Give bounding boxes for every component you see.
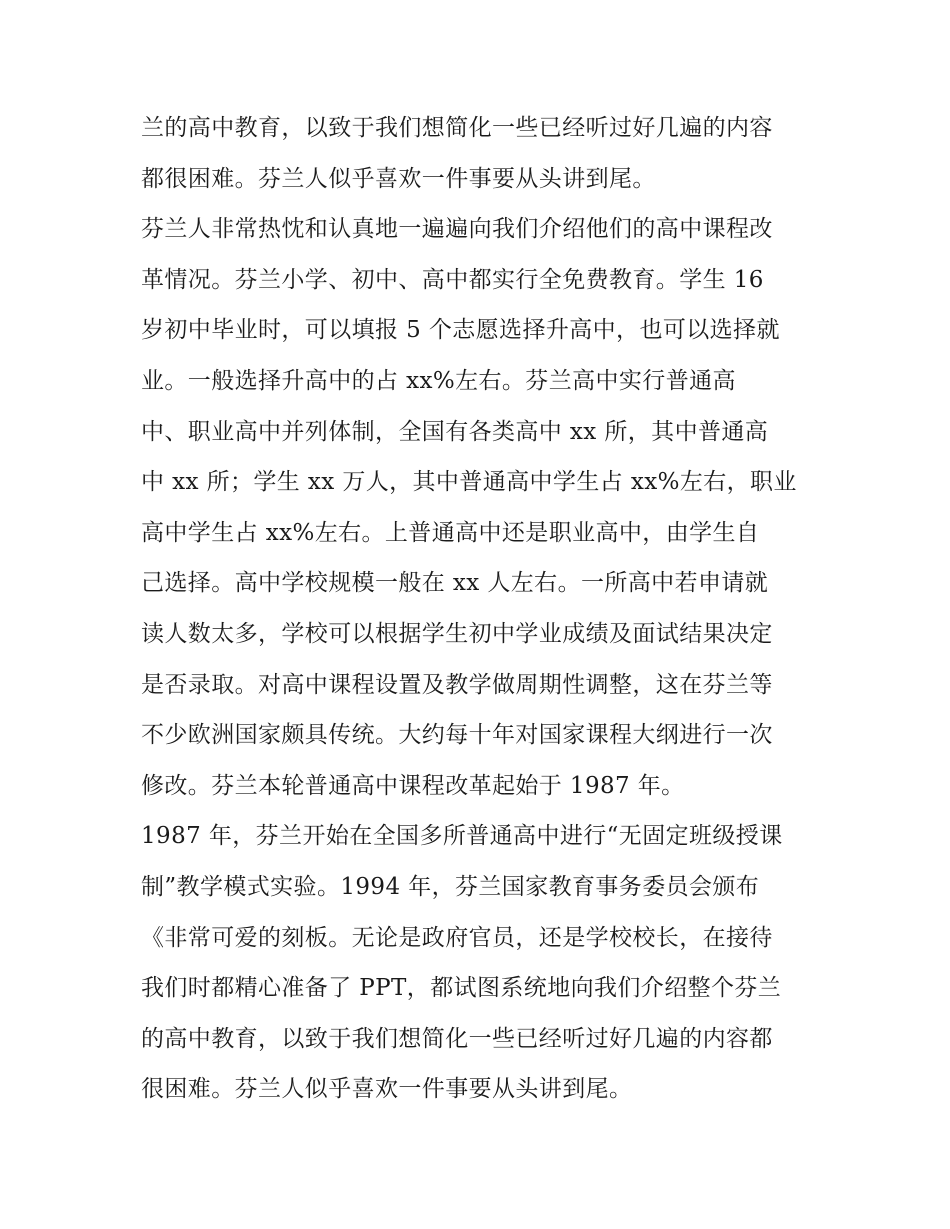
text-line: 1987 年，芬兰开始在全国多所普通高中进行“无固定班级授课 [141,823,783,850]
text-line: 高中学生占 xx%左右。上普通高中还是职业高中，由学生自 [141,519,760,546]
text-line: 都很困难。芬兰人似乎喜欢一件事要从头讲到尾。 [141,165,656,192]
text-line: 革情况。芬兰小学、初中、高中都实行全免费教育。学生 16 [141,266,764,293]
text-line: 岁初中毕业时，可以填报 5 个志愿选择升高中，也可以选择就 [141,317,780,344]
text-line: 中 xx 所；学生 xx 万人，其中普通高中学生占 xx%左右，职业 [141,469,797,496]
text-line: 不少欧洲国家颇具传统。大约每十年对国家课程大纲进行一次 [141,722,773,749]
text-line: 修改。芬兰本轮普通高中课程改革起始于 1987 年。 [141,772,685,799]
text-line: 己选择。高中学校规模一般在 xx 人左右。一所高中若申请就 [141,570,769,597]
text-line: 制”教学模式实验。1994 年，芬兰国家教育事务委员会颁布 [141,873,760,900]
text-line: 读人数太多，学校可以根据学生初中学业成绩及面试结果决定 [141,620,773,647]
text-line: 是否录取。对高中课程设置及教学做周期性调整，这在芬兰等 [141,671,773,698]
text-line: 的高中教育，以致于我们想简化一些已经听过好几遍的内容都 [141,1025,773,1052]
text-line: 很困难。芬兰人似乎喜欢一件事要从头讲到尾。 [141,1076,633,1103]
body-text [141,103,831,1115]
text-line: 业。一般选择升高中的占 xx%左右。芬兰高中实行普通高 [141,367,736,394]
text-line: 芬兰人非常热忱和认真地一遍遍向我们介绍他们的高中课程改 [141,216,773,243]
text-line: 兰的高中教育，以致于我们想简化一些已经听过好几遍的内容 [141,115,773,141]
text-line: 我们时都精心准备了 PPT，都试图系统地向我们介绍整个芬兰 [141,975,782,1002]
text-line: 中、职业高中并列体制，全国有各类高中 xx 所，其中普通高 [141,418,769,445]
text-line: 《非常可爱的刻板。无论是政府官员，还是学校校长，在接待 [141,924,773,951]
